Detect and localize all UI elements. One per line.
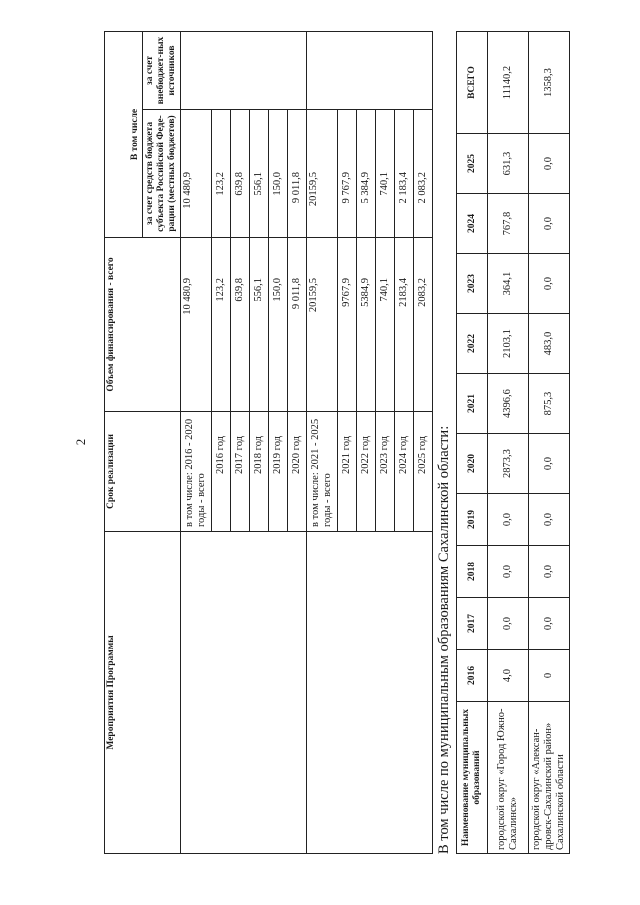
budget-cell: 556,1 [250,110,269,238]
term-cell: 2023 год [376,412,395,532]
mun-header-total: ВСЕГО [457,32,488,134]
mun-header-year: 2023 [457,254,488,314]
table-row [307,31,338,853]
budget-cell: 123,2 [212,110,231,238]
municipality-name: городской округ «Город Южно-Сахалинск» [488,702,529,854]
term-cell: 2017 год [231,412,250,532]
mun-header-year: 2021 [457,374,488,434]
total-cell: 2083,2 [414,238,433,412]
total-cell: 10 480,9 [181,238,212,412]
total-cell: 9767,9 [338,238,357,412]
term-cell: 2016 год [212,412,231,532]
table-row [488,32,529,854]
term-cell: в том числе: 2016 - 2020 годы - всего [181,412,212,532]
table-cell: 767,8 [488,194,529,254]
table-cell: 875,3 [529,374,570,434]
term-cell: 2024 год [395,412,414,532]
total-cell: 150,0 [269,238,288,412]
budget-cell: 5 384,9 [357,110,376,238]
total-cell: 556,1 [250,238,269,412]
budget-cell: 740,1 [376,110,395,238]
table-cell: 0,0 [488,598,529,650]
header-measures: Мероприятия Программы [105,532,181,854]
extra-budget-cell [181,31,307,109]
budget-cell: 150,0 [269,110,288,238]
term-cell: 2020 год [288,412,307,532]
table-row [181,31,212,853]
page-number: 2 [73,438,88,446]
table-cell: 0,0 [529,194,570,254]
term-cell: 2018 год [250,412,269,532]
mun-header-name: Наименование муниципальных образований [457,702,488,854]
measure-cell [307,532,433,854]
term-cell: 2025 год [414,412,433,532]
table-cell: 2103,1 [488,314,529,374]
term-cell: 2019 год [269,412,288,532]
table-cell: 0,0 [529,254,570,314]
header-term: Срок реализации [105,412,181,532]
table-cell: 483,0 [529,314,570,374]
total-cell: 639,8 [231,238,250,412]
budget-cell: 20159,5 [307,110,338,238]
budget-cell: 9 011,8 [288,110,307,238]
mun-header-year: 2025 [457,134,488,194]
measure-cell [181,532,307,854]
total-cell: 123,2 [212,238,231,412]
mun-header-year: 2019 [457,494,488,546]
table-cell: 0 [529,650,570,702]
municipality-name: городской округ «Алексан-дровск-Сахалинский район» Сахалинской области [529,702,570,854]
total-cell: 20159,5 [307,238,338,412]
total-cell: 740,1 [376,238,395,412]
table-cell: 4,0 [488,650,529,702]
table-cell: 0,0 [529,598,570,650]
budget-cell: 639,8 [231,110,250,238]
term-cell: 2022 год [357,412,376,532]
table-cell: 364,1 [488,254,529,314]
table-cell: 0,0 [529,546,570,598]
budget-cell: 2 183,4 [395,110,414,238]
landscape-sheet [104,32,567,854]
section-caption: В том числе по муниципальным образованиям Сахалинской области: [436,425,452,854]
header-including: В том числе [105,31,143,237]
table-cell-total: 11140,2 [488,32,529,134]
table-cell: 0,0 [488,494,529,546]
budget-cell: 10 480,9 [181,110,212,238]
mun-header-year: 2017 [457,598,488,650]
table-cell-total: 1358,3 [529,32,570,134]
table-cell: 0,0 [488,546,529,598]
table-cell: 0,0 [529,134,570,194]
table-cell: 2873,3 [488,434,529,494]
header-total: Объем финансирования - всего [105,238,181,412]
total-cell: 5384,9 [357,238,376,412]
table-cell: 631,3 [488,134,529,194]
mun-header-year: 2018 [457,546,488,598]
mun-header-year: 2024 [457,194,488,254]
table-cell: 0,0 [529,434,570,494]
table-cell: 4396,6 [488,374,529,434]
term-cell: в том числе: 2021 - 2025 годы - всего [307,412,338,532]
mun-header-year: 2016 [457,650,488,702]
mun-header-year: 2022 [457,314,488,374]
table-row [529,32,570,854]
mun-header-year: 2020 [457,434,488,494]
budget-cell: 9 767,9 [338,110,357,238]
header-extra-budget: за счет внебюджет-ных источников [143,31,181,109]
program-financing-table [104,31,433,854]
header-regional-budget: за счет средств бюджета субъекта Российской Феде-рации (местных бюджетов) [143,110,181,238]
municipalities-table [456,31,570,854]
term-cell: 2021 год [338,412,357,532]
table-cell: 0,0 [529,494,570,546]
extra-budget-cell [307,31,433,109]
total-cell: 2183,4 [395,238,414,412]
budget-cell: 2 083,2 [414,110,433,238]
total-cell: 9 011,8 [288,238,307,412]
